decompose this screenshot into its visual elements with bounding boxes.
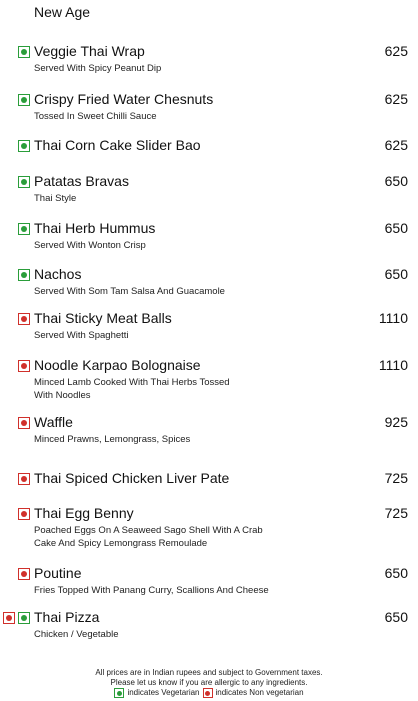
item-price: 650 [384, 609, 408, 625]
price-disclaimer: All prices are in Indian rupees and subject to Government taxes. [95, 668, 323, 677]
item-price: 650 [384, 266, 408, 282]
item-name: Thai Herb Hummus [34, 220, 156, 236]
item-price: 650 [384, 173, 408, 189]
diet-marks [18, 176, 30, 188]
diet-marks [18, 94, 30, 106]
footer-note [0, 668, 418, 701]
item-price: 925 [384, 414, 408, 430]
item-name: Thai Corn Cake Slider Bao [34, 137, 201, 153]
item-price: 650 [384, 220, 408, 236]
allergy-note: Please let us know if you are allergic to any ingredients. [110, 678, 308, 687]
diet-marks [18, 417, 30, 429]
item-description: Poached Eggs On A Seaweed Sago Shell With A Crab Cake And Spicy Lemongrass Remoulade [34, 525, 263, 549]
diet-marks [18, 223, 30, 235]
item-price: 625 [384, 137, 408, 153]
non-veg-icon [18, 473, 30, 485]
veg-icon [18, 46, 30, 58]
veg-legend-label: indicates Vegetarian [127, 688, 200, 697]
item-name: Crispy Fried Water Chesnuts [34, 91, 214, 107]
item-description: Minced Lamb Cooked With Thai Herbs Tossed With Noodles [34, 377, 230, 401]
item-description: Served With Wonton Crisp [34, 240, 146, 251]
diet-marks [18, 473, 30, 485]
section-title: New Age [34, 4, 91, 20]
non-veg-icon [18, 417, 30, 429]
nonveg-legend-label: indicates Non vegetarian [215, 688, 304, 697]
veg-icon [114, 688, 124, 698]
diet-marks [18, 508, 30, 520]
diet-legend [114, 688, 303, 698]
item-name: Nachos [34, 266, 82, 282]
non-veg-icon [18, 508, 30, 520]
item-description: Served With Spicy Peanut Dip [34, 63, 162, 74]
veg-icon [18, 94, 30, 106]
diet-marks [18, 360, 30, 372]
item-name: Noodle Karpao Bolognaise [34, 357, 201, 373]
diet-marks [18, 269, 30, 281]
item-description: Chicken / Vegetable [34, 629, 119, 640]
item-name: Thai Pizza [34, 609, 100, 625]
item-name: Thai Sticky Meat Balls [34, 310, 172, 326]
item-name: Thai Spiced Chicken Liver Pate [34, 470, 230, 486]
item-name: Poutine [34, 565, 82, 581]
item-description: Thai Style [34, 193, 77, 204]
item-price: 625 [384, 43, 408, 59]
veg-icon [18, 223, 30, 235]
veg-icon [18, 269, 30, 281]
item-price: 1110 [378, 310, 408, 326]
diet-marks [18, 313, 30, 325]
veg-icon [18, 612, 30, 624]
item-name: Patatas Bravas [34, 173, 129, 189]
diet-marks [3, 612, 30, 624]
item-description: Served With Som Tam Salsa And Guacamole [34, 286, 225, 297]
item-description: Served With Spaghetti [34, 330, 129, 341]
item-name: Waffle [34, 414, 73, 430]
veg-icon [18, 140, 30, 152]
item-name: Thai Egg Benny [34, 505, 134, 521]
non-veg-icon [18, 313, 30, 325]
item-description: Tossed In Sweet Chilli Sauce [34, 111, 157, 122]
item-price: 650 [384, 565, 408, 581]
veg-icon [18, 176, 30, 188]
item-name: Veggie Thai Wrap [34, 43, 145, 59]
diet-marks [18, 568, 30, 580]
item-price: 725 [384, 505, 408, 521]
item-description: Fries Topped With Panang Curry, Scallions And Cheese [34, 585, 269, 596]
item-description: Minced Prawns, Lemongrass, Spices [34, 434, 191, 445]
non-veg-icon [203, 688, 213, 698]
non-veg-icon [3, 612, 15, 624]
item-price: 725 [384, 470, 408, 486]
item-price: 625 [384, 91, 408, 107]
non-veg-icon [18, 360, 30, 372]
non-veg-icon [18, 568, 30, 580]
diet-marks [18, 46, 30, 58]
item-price: 1110 [378, 357, 408, 373]
diet-marks [18, 140, 30, 152]
